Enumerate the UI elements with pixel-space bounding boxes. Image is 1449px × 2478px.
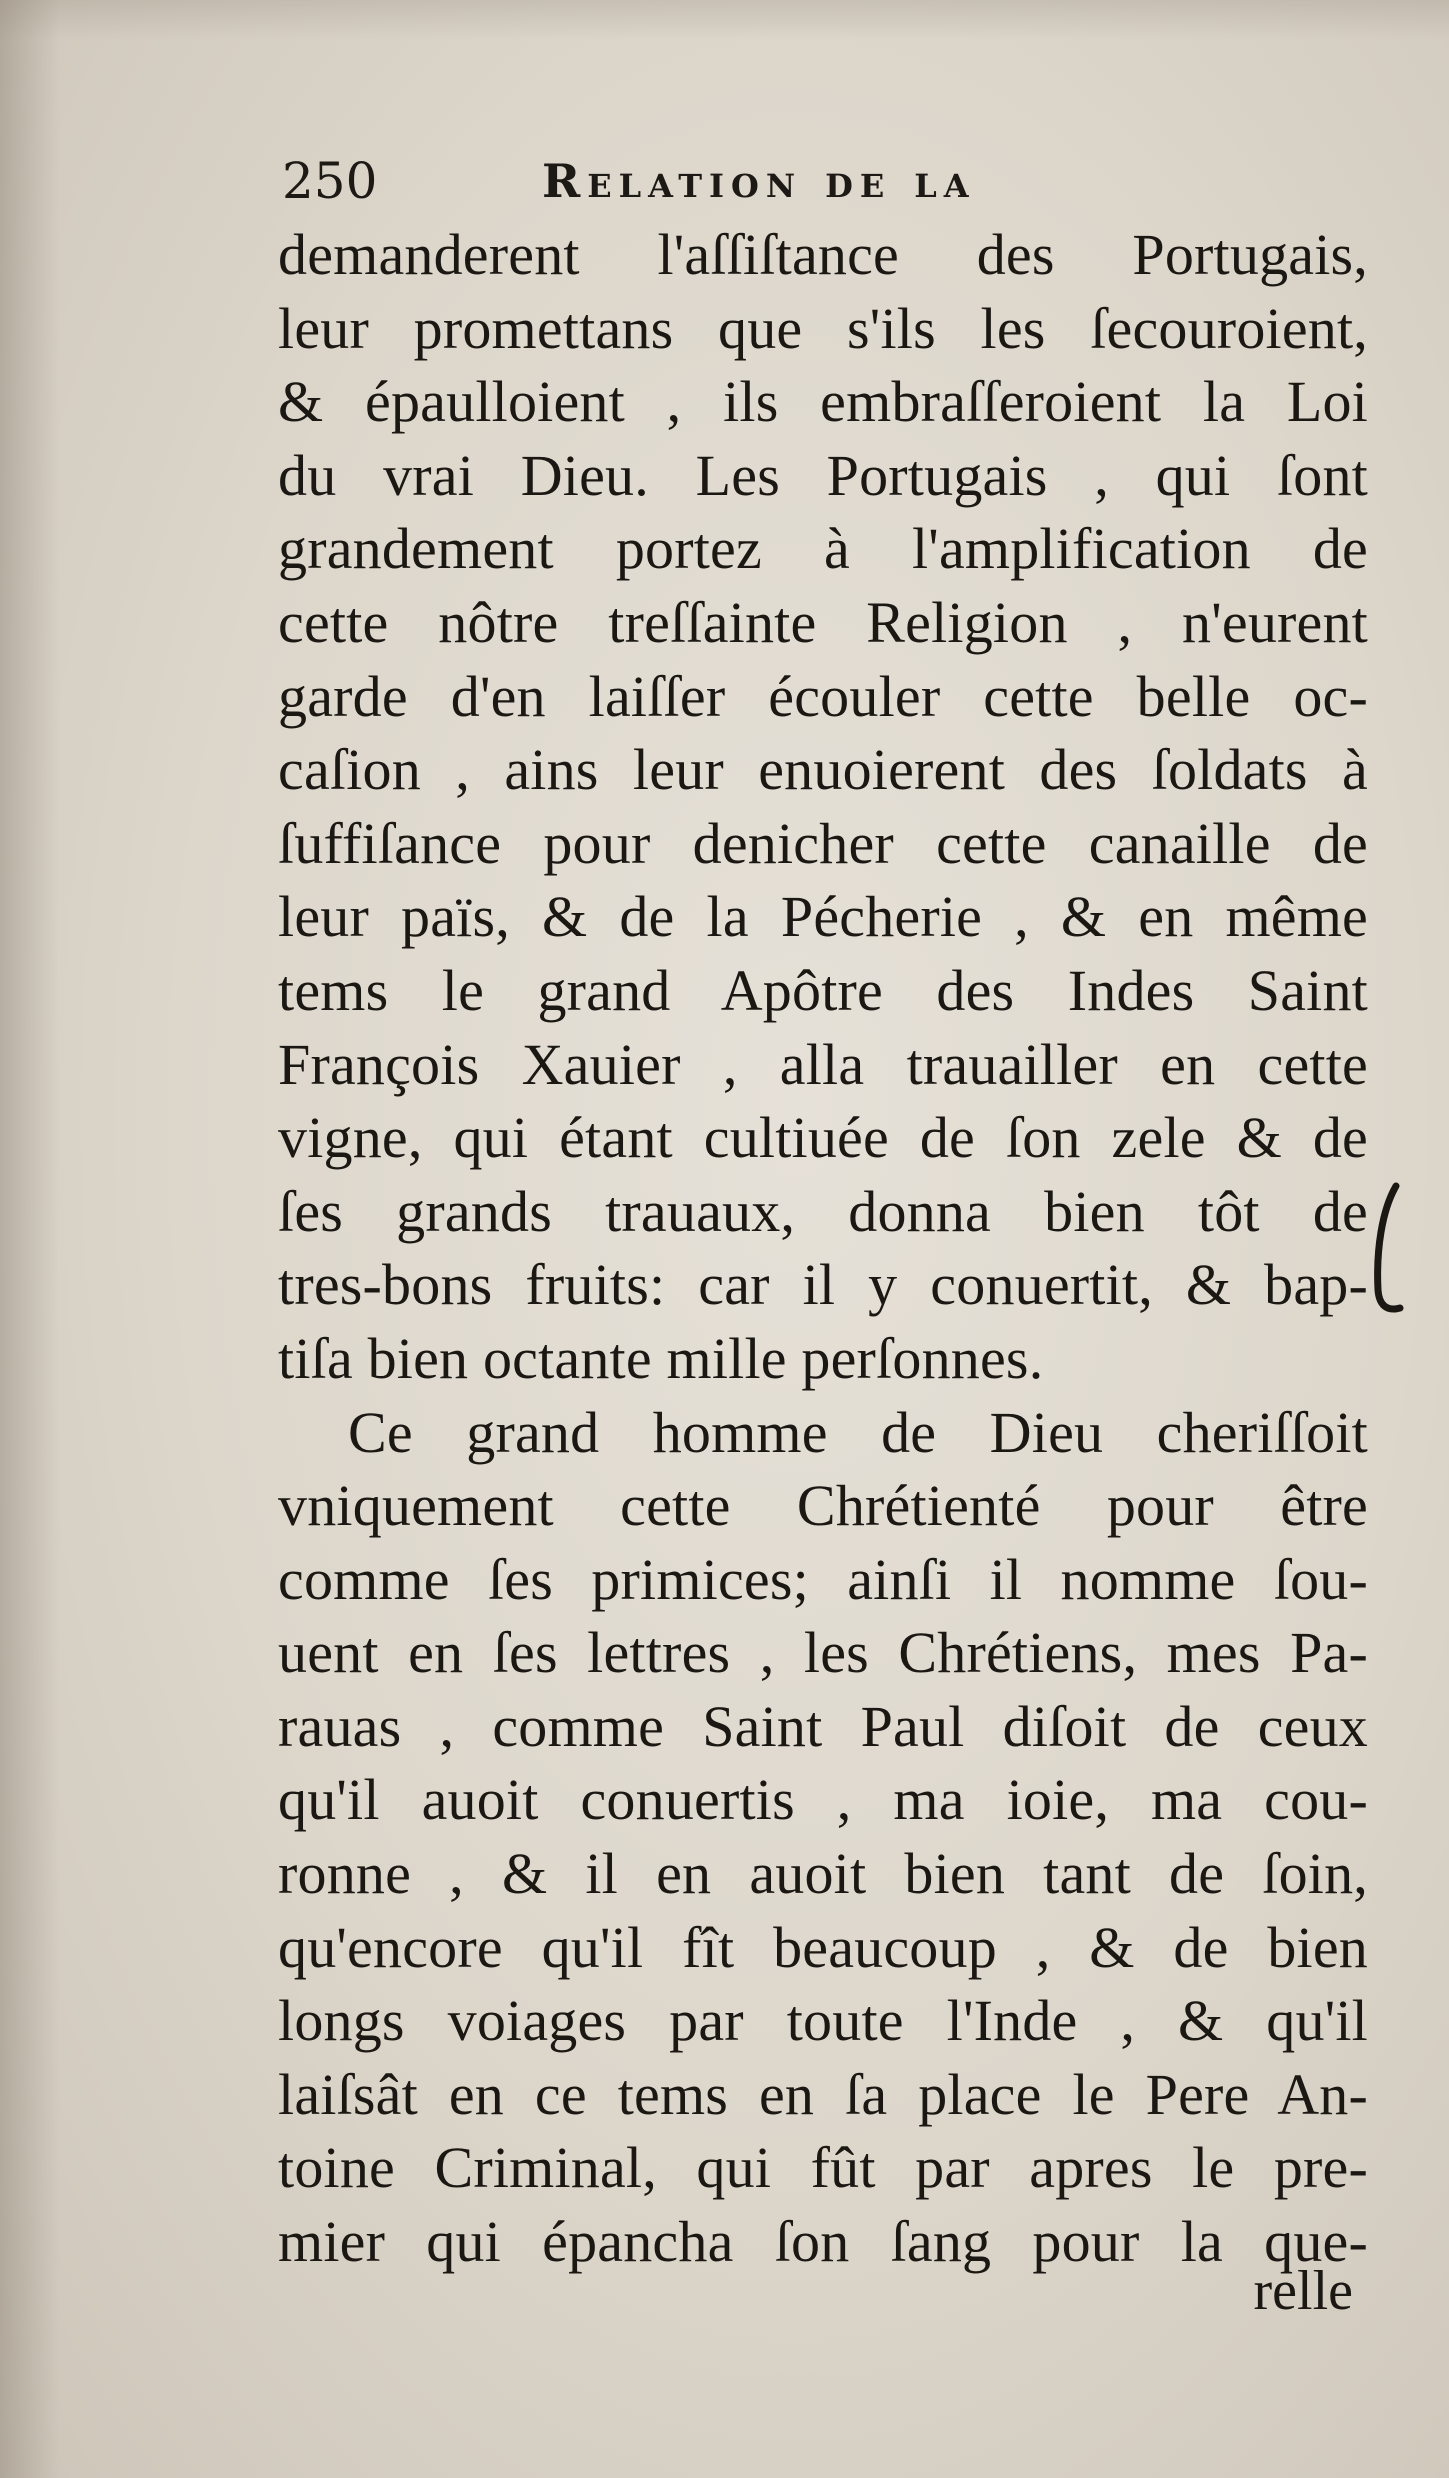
text-line: grandement portez à l'amplification de	[278, 516, 1368, 582]
text-line: garde d'en laiſſer écouler cette belle oc-	[278, 663, 1368, 729]
text-line: du vrai Dieu. Les Portugais , qui ſont	[278, 442, 1368, 508]
text-line: caſion , ains leur enuoierent des ſoldats à	[278, 737, 1368, 803]
page-header	[282, 148, 1362, 214]
text-line: ronne , & il en auoit bien tant de ſoin,	[278, 1841, 1368, 1907]
text-line: François Xauier , alla trauailler en cette	[278, 1031, 1368, 1097]
text-line: vniquement cette Chrétienté pour être	[278, 1473, 1368, 1539]
text-line: rauas , comme Saint Paul diſoit de ceux	[278, 1693, 1368, 1759]
text-line: leur païs, & de la Pécherie , & en même	[278, 884, 1368, 950]
text-line: vigne, qui étant cultiuée de ſon zele & de	[278, 1105, 1368, 1171]
text-line: comme ſes primices; ainſi il nomme ſou-	[278, 1546, 1368, 1612]
text-line: ſes grands trauaux, donna bien tôt de	[278, 1178, 1368, 1244]
text-line: ſuffiſance pour denicher cette canaille de	[278, 810, 1368, 876]
text-line: qu'il auoit conuertis , ma ioie, ma cou-	[278, 1767, 1368, 1833]
text-line: tiſa bien octante mille perſonnes.	[278, 1325, 1044, 1391]
text-line: uent en ſes lettres , les Chrétiens, mes Pa-	[278, 1620, 1368, 1686]
text-line: toine Criminal, qui fût par apres le pre-	[278, 2135, 1368, 2201]
text-line: longs voiages par toute l'Inde , & qu'il	[278, 1988, 1368, 2054]
text-line: qu'encore qu'il fît beaucoup , & de bien	[278, 1914, 1368, 1980]
text-line: cette nôtre treſſainte Religion , n'eurent	[278, 589, 1368, 655]
catchword: relle	[1253, 2260, 1353, 2322]
text-line: tres-bons fruits: car il y conuertit, & bap-	[278, 1252, 1368, 1318]
text-line: mier qui épancha ſon ſang pour la que-	[278, 2209, 1368, 2275]
text-line: & épaulloient , ils embraſſeroient la Loi	[278, 369, 1368, 435]
text-line: Ce grand homme de Dieu cheriſſoit	[348, 1399, 1368, 1465]
text-line: tems le grand Apôtre des Indes Saint	[278, 957, 1368, 1023]
margin-ink-mark	[1368, 1180, 1408, 1320]
text-line: demanderent l'aſſiſtance des Portugais,	[278, 222, 1368, 287]
page-number: 250	[282, 152, 378, 210]
text-line: laiſsât en ce tems en ſa place le Pere An-	[278, 2061, 1368, 2127]
text-line: leur promettans que s'ils les ſecouroient,	[278, 295, 1368, 361]
body-text	[278, 218, 1368, 2279]
running-head: Relation de la	[542, 154, 976, 208]
